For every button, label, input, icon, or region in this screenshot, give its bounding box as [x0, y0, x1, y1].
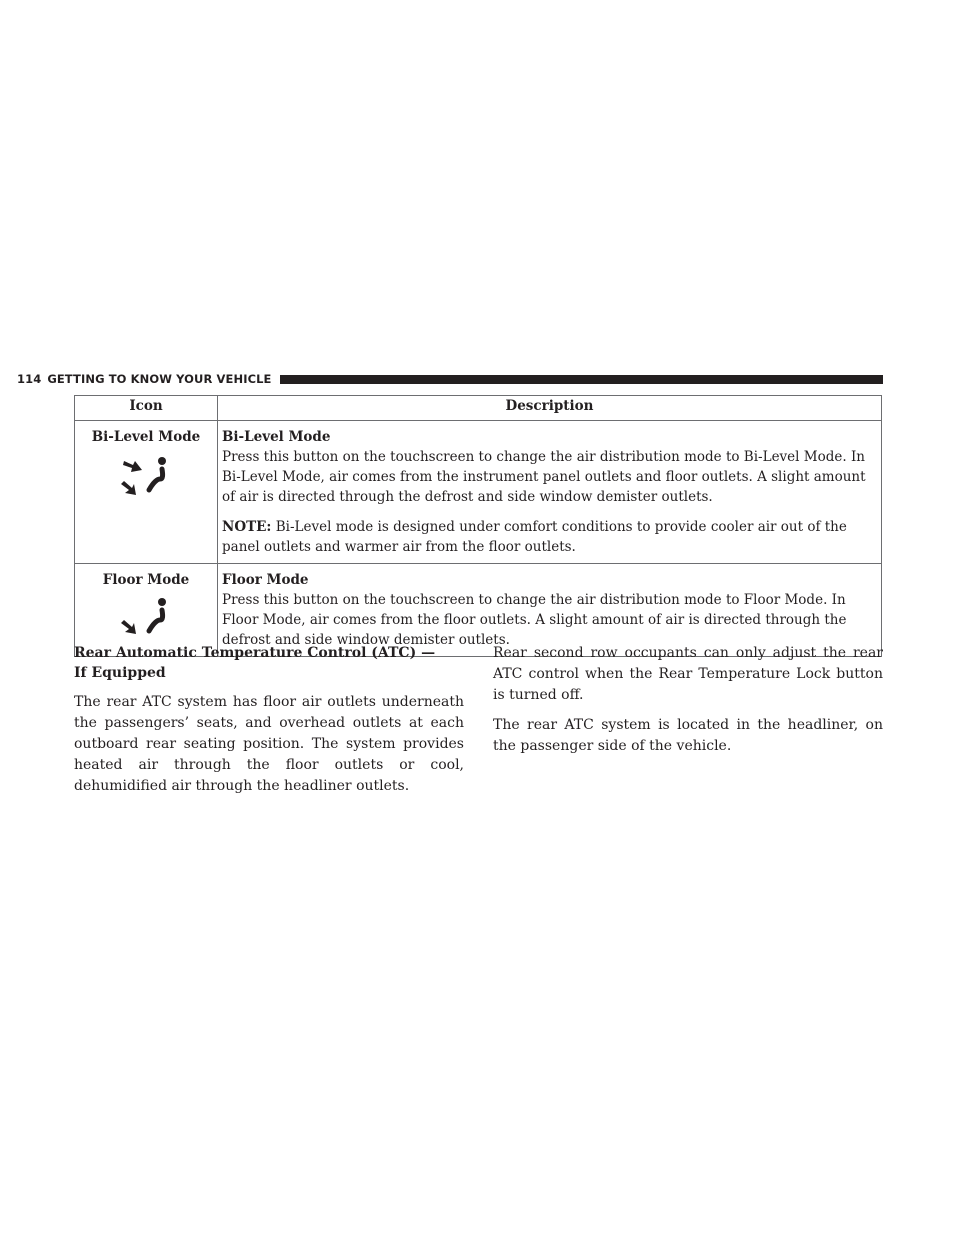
- mode-table: [74, 395, 882, 657]
- table-header-row: [75, 396, 882, 421]
- icon-cell: [75, 421, 218, 564]
- paragraph: Rear second row occupants can only adjust the rear ATC control when the Rear Temperature Lock button is turned off.: [493, 645, 883, 703]
- mode-name: Bi-Level Mode: [91, 429, 201, 445]
- mode-name: Floor Mode: [102, 572, 190, 588]
- table-row: [75, 421, 882, 564]
- mode-description: Press this button on the touchscreen to change the air distribution mode to Floor Mode. In Floor Mode, air comes from the floor outlets. A slight amount of air is directed through the defrost and side window demister outlets.: [222, 592, 847, 648]
- mode-title: Floor Mode: [222, 572, 309, 588]
- mode-description: Press this button on the touchscreen to change the air distribution mode to Bi-Level Mode. In Bi-Level Mode, air comes from the instrument panel outlets and floor outlets. A slight amount of air is directed through the defrost and side window demister outlets.: [222, 449, 866, 505]
- description-column-header: Description: [218, 396, 882, 421]
- description-cell: [218, 421, 882, 564]
- paragraph: The rear ATC system is located in the headliner, on the passenger side of the vehicle.: [493, 717, 883, 754]
- right-column: [493, 643, 883, 757]
- left-column: [74, 643, 464, 797]
- paragraph: The rear ATC system has floor air outlets underneath the passengers’ seats, and overhead outlets at each outboard rear seating position. The system provides heated air through the floor outlets or cool, dehumidified air through the headliner outlets.: [74, 694, 464, 794]
- mode-note: [222, 517, 877, 557]
- section-title: Rear Automatic Temperature Control (ATC) — If Equipped: [74, 645, 436, 681]
- header-rule: [280, 375, 883, 384]
- section-header-title: GETTING TO KNOW YOUR VEHICLE: [47, 372, 272, 386]
- note-text: Bi-Level mode is designed under comfort conditions to provide cooler air out of the panel outlets and warmer air from the floor outlets.: [222, 519, 847, 555]
- note-label: NOTE:: [222, 519, 272, 535]
- floor-mode-icon: [118, 598, 174, 640]
- mode-title: Bi-Level Mode: [222, 429, 331, 445]
- icon-column-header: Icon: [75, 396, 218, 421]
- bi-level-mode-icon: [118, 455, 174, 497]
- page-number: 114: [17, 372, 42, 386]
- page-header: [17, 371, 883, 387]
